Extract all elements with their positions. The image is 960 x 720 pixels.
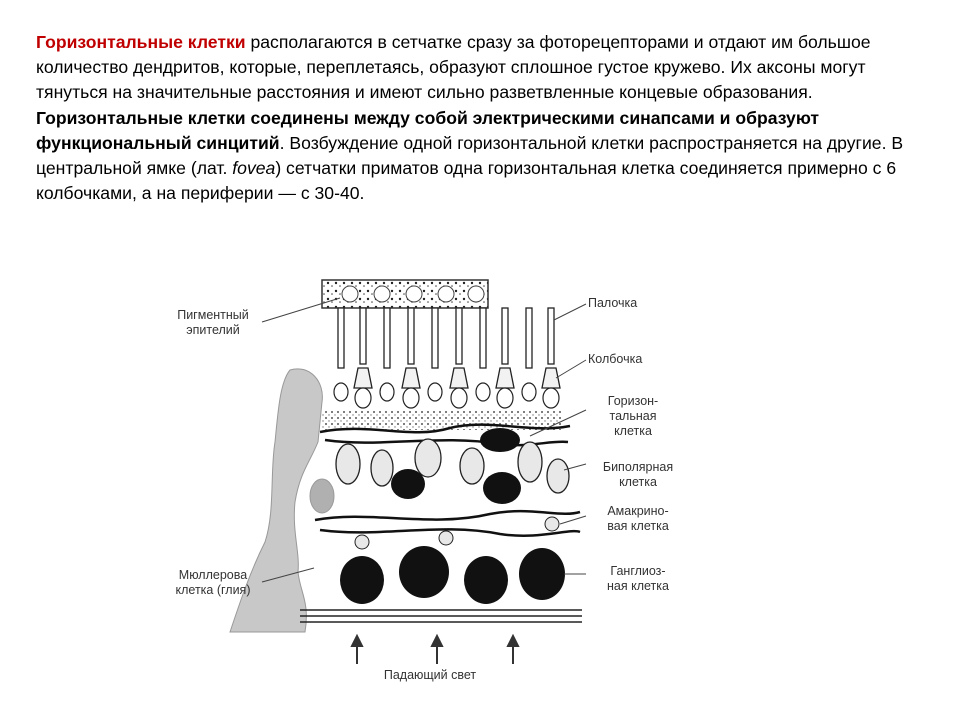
label-amacrine-cell: Амакрино- вая клетка — [607, 504, 669, 533]
paragraph-bold-statement: Горизонтальные клетки соединены между собой электрическими синапсами и образуют функциональный синцитий — [36, 107, 820, 153]
label-pigment-epithelium: Пигментный эпителий — [177, 308, 249, 337]
label-rod: Палочка — [588, 296, 638, 310]
label-bipolar-cell: Биполярная клетка — [602, 460, 674, 489]
term-horizontal-cells: Горизонтальные клетки — [36, 32, 246, 52]
ganglion-axons — [300, 610, 582, 622]
ganglion-cells — [340, 546, 565, 604]
label-cone: Колбочка — [588, 352, 643, 366]
fovea-term: fovea — [232, 158, 276, 179]
amacrine-cells — [355, 517, 559, 549]
paragraph-text-3: ) сетчатки приматов одна горизонтальная клетка соединяется примерно с 6 колбочками, а на периферии — с 30-40. — [36, 158, 897, 204]
paragraph-text-2: . Возбуждение одной горизонтальной клетки распространяется на другие. В центральной ямке (лат. — [36, 132, 904, 179]
paragraph-text-1: располагаются в сетчатке сразу за фоторецепторами и отдают им большое количество дендритов, которые, переплетаясь, образуют сплошное густое кружево. Их аксоны могут тянуться на значительные расстояния и имеют сильно разветвленные концевые образования. — [36, 32, 871, 103]
label-ganglion-cell: Ганглиоз- ная клетка — [607, 564, 669, 593]
retina-diagram — [150, 272, 710, 692]
light-arrows — [352, 636, 518, 664]
label-muller-cell: Мюллерова клетка (глия) — [175, 568, 251, 597]
muller-nucleus — [310, 479, 334, 513]
bipolar-cells — [336, 439, 569, 493]
photoreceptor-outer-segments — [338, 308, 554, 368]
description-paragraph — [36, 30, 926, 206]
label-horizontal-cell: Горизон- тальная клетка — [607, 394, 659, 438]
label-incident-light: Падающий свет — [383, 668, 477, 682]
